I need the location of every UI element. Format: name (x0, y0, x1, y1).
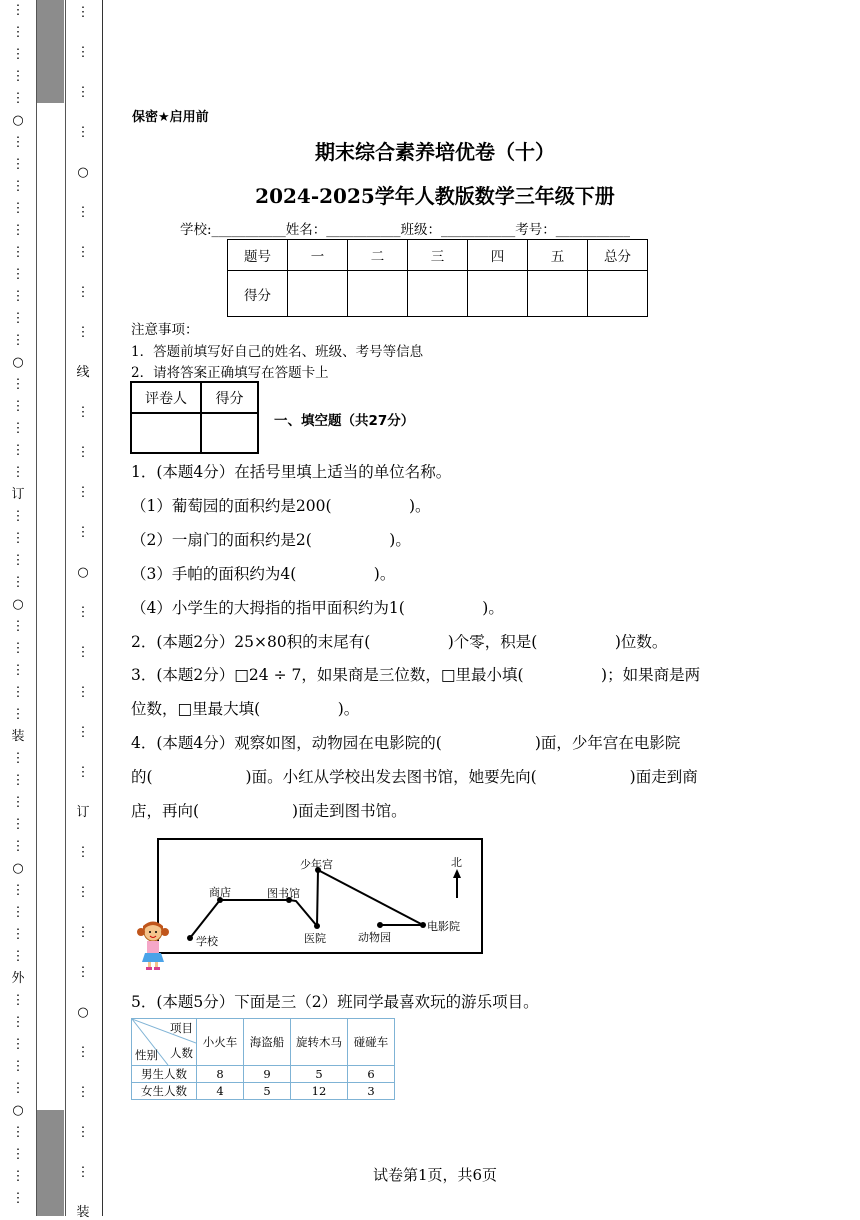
map-label-school: 学校 (196, 935, 218, 948)
binding-dots: ⋮ (76, 1125, 90, 1140)
binding-dots: ⋮ (76, 245, 90, 260)
score-header-cell: 总分 (588, 240, 648, 271)
gutter-shade-bottom (37, 1110, 64, 1216)
score-header-cell: 二 (348, 240, 408, 271)
binding-dots: ⋮ (76, 525, 90, 540)
binding-dots: ⋮ (76, 685, 90, 700)
binding-dots: ⋮ (11, 245, 25, 260)
table-cell: 5 (291, 1066, 348, 1083)
column-header: 小火车 (197, 1019, 244, 1066)
binding-dots: ⋮ (11, 91, 25, 106)
binding-dots: ⋮ (11, 1059, 25, 1074)
binding-dots: ⋮ (11, 465, 25, 480)
score-cell[interactable] (528, 271, 588, 317)
score-cell[interactable] (348, 271, 408, 317)
exam-title: 期末综合素养培优卷（十） (315, 140, 555, 164)
binding-dots: ⋮ (76, 325, 90, 340)
binding-dots: ⋮ (11, 1125, 25, 1140)
corner-label-item: 项目 (170, 1021, 193, 1035)
binding-dots: ⋮ (11, 421, 25, 436)
binding-dots: ⋮ (11, 817, 25, 832)
grader-table (130, 381, 259, 454)
north-label: 北 (451, 856, 462, 869)
binding-dots: ⋮ (11, 443, 25, 458)
binding-cut-label: 装 (11, 729, 25, 744)
binding-dots: ⋮ (11, 531, 25, 546)
binding-circle-mark: ○ (12, 113, 24, 128)
question-4-line-2: 的( )面。小红从学校出发去图书馆，她要先向( )面走到商 (131, 768, 698, 786)
map-label-zoo: 动物园 (358, 931, 391, 944)
corner-label-gender: 性别 (135, 1048, 158, 1062)
binding-dots: ⋮ (11, 663, 25, 678)
binding-circle-mark: ○ (12, 861, 24, 876)
score-header-cell: 五 (528, 240, 588, 271)
binding-cut-label: 订 (76, 805, 90, 820)
binding-dots: ⋮ (11, 1037, 25, 1052)
binding-dots: ⋮ (11, 25, 25, 40)
binding-dots: ⋮ (76, 45, 90, 60)
binding-dots: ⋮ (11, 905, 25, 920)
binding-dots: ⋮ (76, 205, 90, 220)
binding-dots: ⋮ (11, 1169, 25, 1184)
binding-dots: ⋮ (11, 773, 25, 788)
binding-dots: ⋮ (76, 1165, 90, 1180)
question-1-part-1: （1）葡萄园的面积约是200( )。 (131, 497, 431, 515)
binding-dots: ⋮ (76, 125, 90, 140)
question-3-line-1: 3．(本题2分）□24 ÷ 7，如果商是三位数，□里最小填( )；如果商是两 (131, 666, 701, 684)
binding-dots: ⋮ (76, 485, 90, 500)
question-2: 2．(本题2分）25×80积的末尾有( )个零，积是( )位数。 (131, 633, 668, 651)
binding-dots: ⋮ (11, 1081, 25, 1096)
binding-dots: ⋮ (11, 883, 25, 898)
page-footer: 试卷第1页，共6页 (372, 1166, 498, 1184)
student-info-line: 学校:___________姓名：___________班级：___________考号：___________ (180, 222, 631, 238)
grader-header-cell: 得分 (201, 382, 258, 413)
exam-subtitle: 2024-2025学年人教版数学三年级下册 (255, 184, 615, 208)
binding-dots: ⋮ (11, 641, 25, 656)
score-row-label: 得分 (228, 271, 288, 317)
binding-circle-mark: ○ (77, 165, 89, 180)
notice-item: 1．答题前填写好自己的姓名、班级、考号等信息 (131, 344, 424, 360)
table-row (132, 1083, 395, 1100)
binding-dots: ⋮ (11, 289, 25, 304)
score-table-header-row (228, 240, 648, 271)
binding-dots: ⋮ (76, 885, 90, 900)
map-label-cinema: 电影院 (427, 920, 460, 933)
question-1-part-3: （3）手帕的面积约为4( )。 (131, 565, 396, 583)
binding-dots: ⋮ (11, 135, 25, 150)
score-cell[interactable] (468, 271, 528, 317)
map-label-library: 图书馆 (267, 887, 300, 900)
binding-cut-label: 外 (11, 971, 25, 986)
map-label-hospital: 医院 (304, 932, 326, 945)
direction-map (157, 838, 483, 954)
score-cell[interactable] (288, 271, 348, 317)
question-1-part-4: （4）小学生的大拇指的指甲面积约为1( )。 (131, 599, 504, 617)
binding-circle-mark: ○ (12, 597, 24, 612)
binding-dots: ⋮ (11, 839, 25, 854)
binding-dots: ⋮ (11, 3, 25, 18)
corner-label-count: 人数 (170, 1046, 193, 1060)
question-3-line-2: 位数，□里最大填( )。 (131, 700, 360, 718)
confidential-mark: 保密★启用前 (132, 110, 209, 125)
question-1: 1．(本题4分）在括号里填上适当的单位名称。 (131, 463, 452, 481)
binding-dots: ⋮ (11, 157, 25, 172)
binding-dots: ⋮ (11, 1147, 25, 1162)
binding-dots: ⋮ (11, 927, 25, 942)
question-4-line-3: 店，再向( )面走到图书馆。 (131, 802, 407, 820)
binding-dots: ⋮ (11, 707, 25, 722)
score-header-cell: 三 (408, 240, 468, 271)
map-label-youth-palace: 少年宫 (300, 858, 333, 871)
row-label: 女生人数 (132, 1083, 197, 1100)
binding-circle-mark: ○ (12, 355, 24, 370)
binding-dots: ⋮ (76, 925, 90, 940)
binding-dots: ⋮ (11, 47, 25, 62)
binding-dots: ⋮ (11, 993, 25, 1008)
binding-circle-mark: ○ (77, 565, 89, 580)
binding-dots: ⋮ (11, 1191, 25, 1206)
binding-dots: ⋮ (11, 1015, 25, 1030)
binding-dots: ⋮ (76, 845, 90, 860)
binding-cut-label: 线 (76, 365, 90, 380)
map-label-shop: 商店 (209, 886, 231, 899)
table-cell: 6 (348, 1066, 395, 1083)
score-header-cell: 题号 (228, 240, 288, 271)
binding-dots: ⋮ (11, 949, 25, 964)
table-row (132, 1066, 395, 1083)
binding-dots: ⋮ (76, 1085, 90, 1100)
binding-dots: ⋮ (11, 509, 25, 524)
binding-dots: ⋮ (11, 223, 25, 238)
table-corner-cell (132, 1019, 197, 1066)
question-4-line-1: 4．(本题4分）观察如图，动物园在电影院的( )面，少年宫在电影院 (131, 734, 681, 752)
table-cell: 9 (244, 1066, 291, 1083)
section-title: 一、填空题（共27分） (274, 413, 415, 429)
binding-dots: ⋮ (76, 965, 90, 980)
score-header-cell: 四 (468, 240, 528, 271)
score-table (227, 239, 648, 317)
column-header: 海盗船 (244, 1019, 291, 1066)
table-cell: 12 (291, 1083, 348, 1100)
row-label: 男生人数 (132, 1066, 197, 1083)
binding-dots: ⋮ (11, 333, 25, 348)
binding-dots: ⋮ (11, 267, 25, 282)
binding-dots: ⋮ (76, 725, 90, 740)
binding-dots: ⋮ (11, 619, 25, 634)
binding-dots: ⋮ (76, 765, 90, 780)
binding-dots: ⋮ (11, 685, 25, 700)
score-table-score-row (228, 271, 648, 317)
binding-circle-mark: ○ (12, 1103, 24, 1118)
binding-dots: ⋮ (11, 311, 25, 326)
girl-illustration (135, 920, 171, 972)
binding-dots: ⋮ (76, 1045, 90, 1060)
binding-dots: ⋮ (76, 605, 90, 620)
notice-item: 2．请将答案正确填写在答题卡上 (131, 365, 329, 381)
binding-cut-label: 装 (76, 1205, 90, 1220)
notice-title: 注意事项： (131, 322, 199, 338)
grader-score-cell[interactable] (201, 413, 258, 453)
question-1-part-2: （2）一扇门的面积约是2( )。 (131, 531, 411, 549)
binding-dots: ⋮ (76, 5, 90, 20)
binding-circle-mark: ○ (77, 1005, 89, 1020)
score-cell[interactable] (588, 271, 648, 317)
binding-dots: ⋮ (11, 553, 25, 568)
grader-name-cell[interactable] (131, 413, 201, 453)
binding-dots: ⋮ (11, 575, 25, 590)
column-header: 碰碰车 (348, 1019, 395, 1066)
grader-header-cell: 评卷人 (131, 382, 201, 413)
binding-dots: ⋮ (76, 405, 90, 420)
binding-dots: ⋮ (11, 751, 25, 766)
binding-dots: ⋮ (11, 179, 25, 194)
score-cell[interactable] (408, 271, 468, 317)
column-header: 旋转木马 (291, 1019, 348, 1066)
table-cell: 3 (348, 1083, 395, 1100)
binding-dots: ⋮ (11, 377, 25, 392)
question-5: 5．(本题5分）下面是三（2）班同学最喜欢玩的游乐项目。 (131, 993, 539, 1011)
binding-cut-label: 订 (11, 487, 25, 502)
binding-dots: ⋮ (11, 399, 25, 414)
binding-dots: ⋮ (76, 445, 90, 460)
binding-dots: ⋮ (76, 285, 90, 300)
table-cell: 8 (197, 1066, 244, 1083)
binding-dots: ⋮ (76, 645, 90, 660)
gutter-shade-top (37, 0, 64, 103)
table-cell: 4 (197, 1083, 244, 1100)
binding-dots: ⋮ (11, 795, 25, 810)
binding-dots: ⋮ (11, 69, 25, 84)
binding-dots: ⋮ (76, 85, 90, 100)
ride-preference-table (131, 1018, 395, 1100)
binding-dots: ⋮ (11, 201, 25, 216)
score-header-cell: 一 (288, 240, 348, 271)
table-cell: 5 (244, 1083, 291, 1100)
